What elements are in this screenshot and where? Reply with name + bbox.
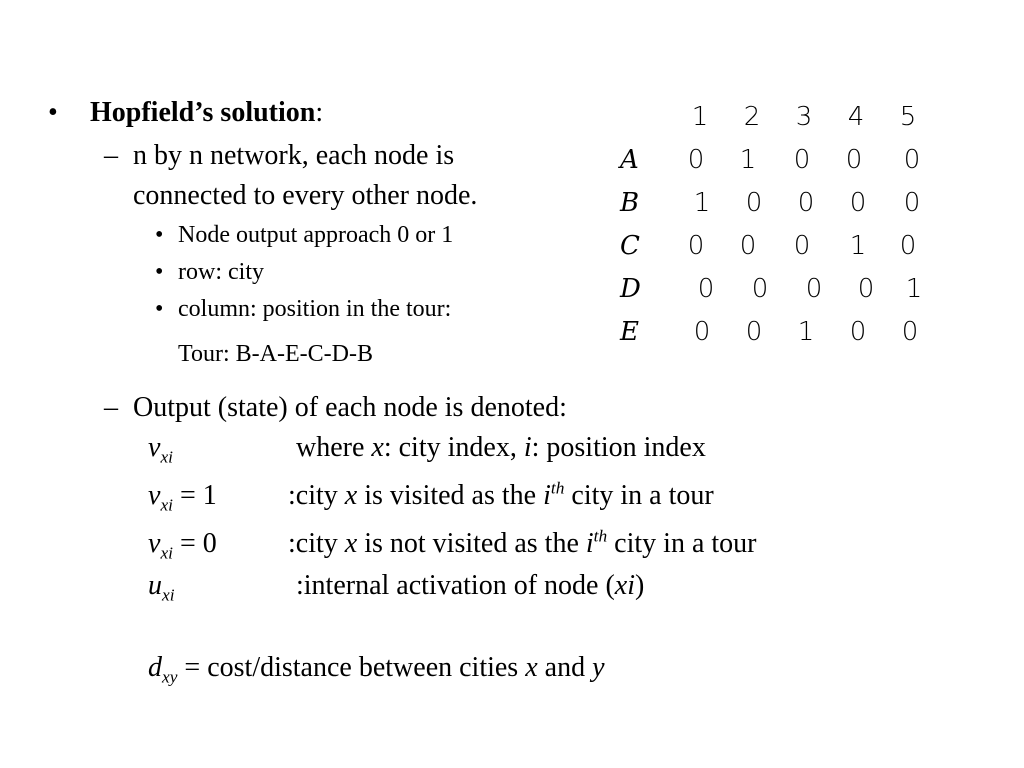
eq5: $d_{xy}$ = cost/distance between cities x and y <box>148 652 605 687</box>
matrix-cell: 0 <box>805 274 823 304</box>
matrix-cell: 0 <box>687 145 705 175</box>
item-row: row: city <box>178 259 264 285</box>
matrix-cell: 0 <box>903 188 921 218</box>
item-column: column: position in the tour: <box>178 296 452 322</box>
col-header: 5 <box>899 102 917 132</box>
sub1-line1: n by n network, each node is <box>133 140 455 171</box>
col-header: 4 <box>847 102 865 132</box>
matrix-cell: 0 <box>751 274 769 304</box>
eq3-lhs: $v_{xi} = 0$ <box>148 528 217 563</box>
matrix-cell: 1 <box>905 274 923 304</box>
matrix-cell: 0 <box>857 274 875 304</box>
eq2-lhs: $v_{xi} = 1$ <box>148 480 217 515</box>
sub2-text: Output (state) of each node is denoted: <box>133 392 567 423</box>
item-node-output: Node output approach 0 or 1 <box>178 222 454 248</box>
eq4-desc: :internal activation of node (xi) <box>296 570 645 601</box>
matrix-cell: 0 <box>797 188 815 218</box>
sub1-line2: connected to every other node. <box>133 180 478 211</box>
item-marker-1: • <box>155 222 164 248</box>
eq4-lhs: $u_{xi}$ <box>148 570 175 605</box>
matrix-cell: 0 <box>901 317 919 347</box>
matrix-cell: 1 <box>693 188 711 218</box>
row-label: A <box>620 145 639 175</box>
main-bullet-title: Hopfield’s solution <box>90 97 316 128</box>
eq1-desc: where x: city index, i: position index <box>296 432 706 463</box>
matrix-cell: 0 <box>849 317 867 347</box>
item-marker-3: • <box>155 296 164 322</box>
matrix-cell: 0 <box>739 231 757 261</box>
matrix-cell: 0 <box>903 145 921 175</box>
matrix-cell: 0 <box>849 188 867 218</box>
eq2-desc: :city x is visited as the $i^{th}$ city in a tour <box>288 478 714 511</box>
row-label: D <box>620 274 641 304</box>
tour-text: Tour: B-A-E-C-D-B <box>178 341 373 367</box>
row-label: C <box>620 231 640 261</box>
row-label: E <box>620 317 639 347</box>
sub2-marker: – <box>104 392 118 423</box>
row-label: B <box>620 188 640 218</box>
matrix-cell: 0 <box>687 231 705 261</box>
bullet-marker: • <box>48 97 58 128</box>
col-header: 3 <box>795 102 813 132</box>
matrix-cell: 1 <box>849 231 867 261</box>
col-header: 1 <box>691 102 709 132</box>
tour-matrix <box>610 100 940 360</box>
matrix-cell: 0 <box>845 145 863 175</box>
matrix-cell: 0 <box>693 317 711 347</box>
sub1-marker: – <box>104 140 118 171</box>
matrix-cell: 0 <box>793 231 811 261</box>
matrix-cell: 0 <box>697 274 715 304</box>
main-bullet-text <box>90 97 323 129</box>
matrix-cell: 0 <box>745 317 763 347</box>
matrix-cell: 1 <box>739 145 757 175</box>
eq1-var: $v_{xi}$ <box>148 432 173 467</box>
matrix-cell: 0 <box>745 188 763 218</box>
main-bullet <box>48 97 58 129</box>
col-header: 2 <box>743 102 761 132</box>
matrix-cell: 0 <box>899 231 917 261</box>
matrix-cell: 0 <box>793 145 811 175</box>
item-marker-2: • <box>155 259 164 285</box>
main-bullet-colon: : <box>315 97 324 128</box>
matrix-cell: 1 <box>797 317 815 347</box>
eq3-desc: :city x is not visited as the $i^{th}$ city in a tour <box>288 526 757 559</box>
